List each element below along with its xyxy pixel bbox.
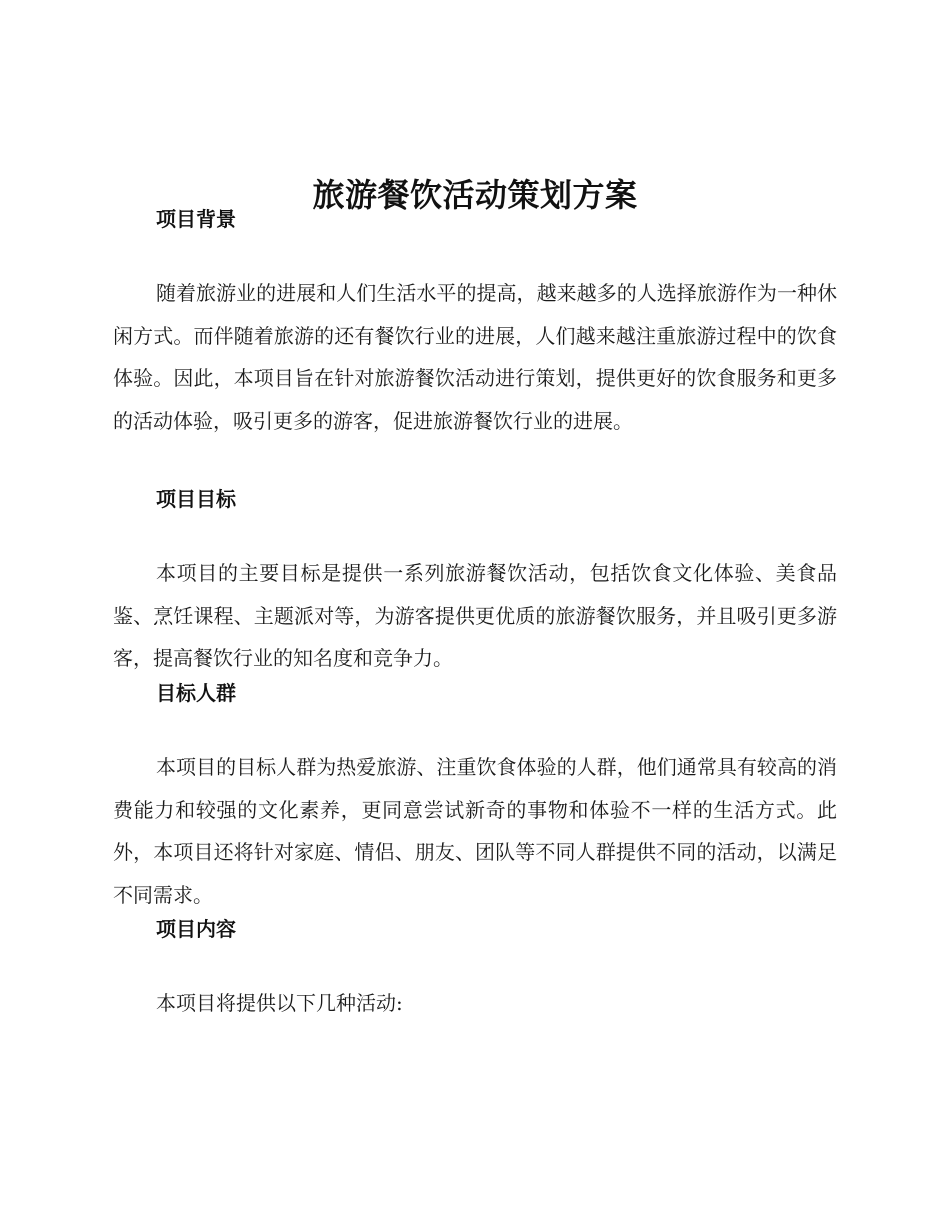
section-heading: 项目目标 <box>156 487 236 511</box>
section-target-audience <box>113 678 837 916</box>
section-heading: 目标人群 <box>156 681 236 705</box>
document-title: 旅游餐饮活动策划方案 <box>312 176 638 215</box>
section-heading: 项目背景 <box>156 207 236 231</box>
section-paragraph: 本项目的主要目标是提供一系列旅游餐饮活动，包括饮食文化体验、美食品鉴、烹饪课程、主题派对等，为游客提供更优质的旅游餐饮服务，并且吸引更多游客，提高餐饮行业的知名度和竞争力。 <box>113 561 837 670</box>
section-project-background <box>113 204 837 442</box>
section-paragraph: 随着旅游业的进展和人们生活水平的提高，越来越多的人选择旅游作为一种休闲方式。而伴随着旅游的还有餐饮行业的进展，人们越来越注重旅游过程中的饮食体验。因此，本项目旨在针对旅游餐饮活动进行策划，提供更好的饮食服务和更多的活动体验，吸引更多的游客，促进旅游餐饮行业的进展。 <box>113 281 837 433</box>
section-project-goals <box>113 484 837 680</box>
section-paragraph: 本项目将提供以下几种活动: <box>156 991 403 1015</box>
section-heading: 项目内容 <box>156 917 236 941</box>
section-paragraph: 本项目的目标人群为热爱旅游、注重饮食体验的人群，他们通常具有较高的消费能力和较强的文化素养，更同意尝试新奇的事物和体验不一样的生活方式。此外，本项目还将针对家庭、情侣、朋友、团队等不同人群提供不同的活动，以满足不同需求。 <box>113 755 837 907</box>
section-project-content <box>113 914 837 1025</box>
